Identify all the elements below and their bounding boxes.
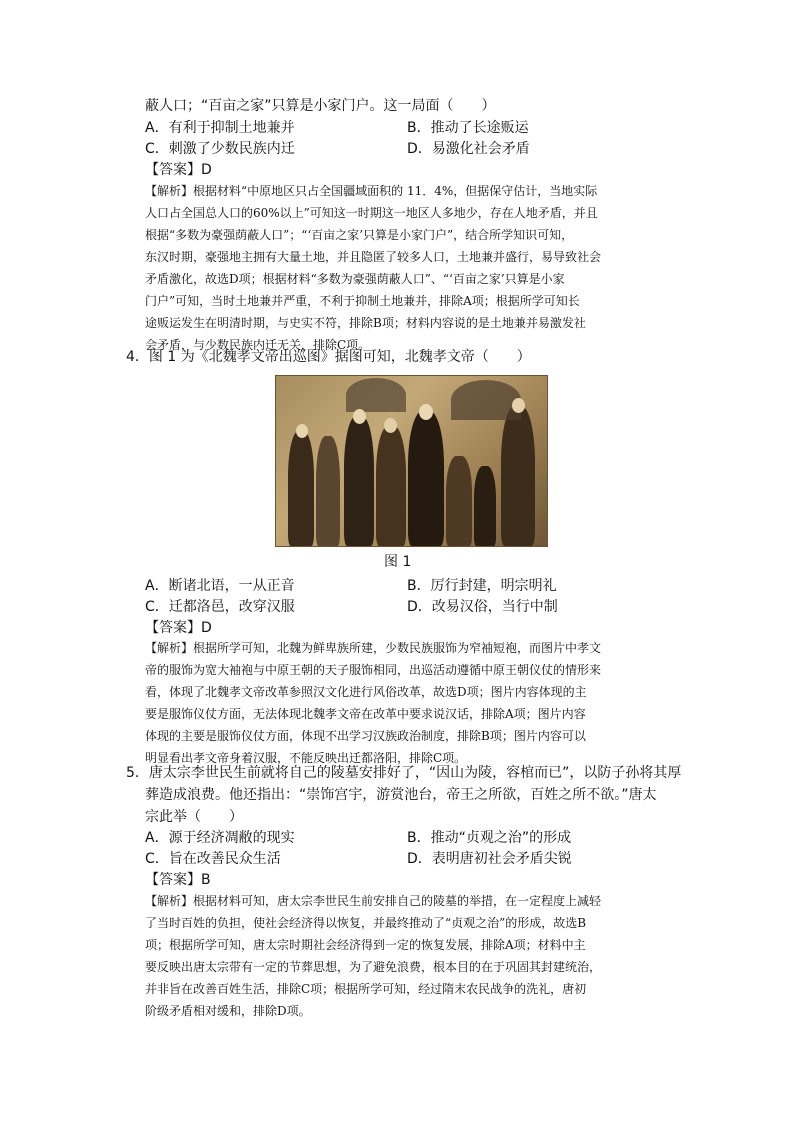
q3-option-b: B．推动了长途贩运: [407, 120, 529, 136]
analysis-line: 了当时百姓的负担，使社会经济得以恢复，并最终推动了“贞观之治”的形成，故选B: [145, 916, 587, 930]
q3-option-d: D．易激化社会矛盾: [407, 141, 530, 157]
q4-answer: 【答案】D: [145, 620, 212, 636]
analysis-line: 项；根据所学可知，唐太宗时期社会经济得到一定的恢复发展，排除A项；材料中主: [145, 938, 586, 952]
analysis-line: 门户”可知，当时土地兼并严重，不利于抑制土地兼并，排除A项；根据所学可知长: [145, 294, 580, 308]
q5-option-d: D．表明唐初社会矛盾尖锐: [407, 851, 572, 867]
q3-stem-tail: 蔽人口；“百亩之家”只算是小家门户。这一局面（ ）: [145, 98, 496, 114]
q4-option-b: B．厉行封建，明宗明礼: [407, 578, 557, 594]
q4-stem: 4．图 1 为《北魏孝文帝出巡图》据图可知，北魏孝文帝（ ）: [126, 349, 531, 365]
analysis-line: 【解析】根据材料“中原地区只占全国疆域面积的 11．4%，但据保守估计，当地实际: [145, 184, 598, 198]
q3-option-a: A．有利于抑制土地兼并: [145, 120, 295, 136]
analysis-line: 东汉时期，豪强地主拥有大量土地，并且隐匿了较多人口，土地兼并盛行，易导致社会: [145, 250, 602, 264]
q3-analysis: [145, 180, 665, 356]
figure-caption: 图 1: [384, 554, 412, 570]
analysis-line: 【解析】根据材料可知，唐太宗李世民生前安排自己的陵墓的举措，在一定程度上减轻: [145, 894, 602, 908]
analysis-line: 根据“多数为豪强荫蔽人口”；“‘百亩之家’只算是小家门户”，结合所学知识可知，: [145, 228, 574, 242]
analysis-line: 途贩运发生在明清时期，与史实不符，排除B项；材料内容说的是土地兼并易激发社: [145, 316, 586, 330]
q5-stem-line: 葬造成浪费。他还指出：“崇饰宫宇，游赏池台，帝王之所欲，百姓之所不欲。”唐太: [145, 787, 657, 803]
q5-stem-line: 宗此举（ ）: [145, 809, 243, 825]
q3-answer: 【答案】D: [145, 162, 212, 178]
q4-option-a: A．断诸北语，一从正音: [145, 578, 295, 594]
q4-option-c: C．迁都洛邑，改穿汉服: [145, 599, 295, 615]
analysis-line: 会矛盾，与少数民族内迁无关，排除C项。: [145, 338, 371, 352]
q4-analysis: [145, 637, 665, 769]
q5-option-c: C．旨在改善民众生活: [145, 851, 281, 867]
q3-option-c: C．刺激了少数民族内迁: [145, 141, 295, 157]
q5-option-b: B．推动“贞观之治”的形成: [407, 830, 572, 846]
q5-stem-line: 5．唐太宗李世民生前就将自己的陵墓安排好了，“因山为陵，容棺而已”，以防子孙将其厚: [126, 765, 682, 781]
q5-answer: 【答案】B: [145, 872, 211, 888]
analysis-line: 并非旨在改善百姓生活，排除C项；根据所学可知，经过隋末农民战争的洗礼，唐初: [145, 982, 587, 996]
analysis-line: 【解析】根据所学可知，北魏为鲜卑族所建，少数民族服饰为窄袖短袍，而图片中孝文: [145, 641, 602, 655]
analysis-line: 体现的主要是服饰仪仗方面，体现不出学习汉族政治制度，排除B项；图片内容可以: [145, 729, 586, 743]
q5-analysis: [145, 890, 665, 1022]
analysis-line: 矛盾激化，故选D项；根据材料“多数为豪强荫蔽人口”、“‘百亩之家’只算是小家: [145, 272, 565, 286]
analysis-line: 人口占全国总人口的60%以上”可知这一时期这一地区人多地少，存在人地矛盾，并且: [145, 206, 598, 220]
analysis-line: 明显看出孝文帝身着汉服，不能反映出迁都洛阳，排除C项。: [145, 751, 467, 765]
q5-option-a: A．源于经济凋敝的现实: [145, 830, 295, 846]
analysis-line: 要反映出唐太宗带有一定的节葬思想，为了避免浪费，根本目的在于巩固其封建统治，: [145, 960, 602, 974]
analysis-line: 帝的服饰为宽大袖袍与中原王朝的天子服饰相同，出巡活动遵循中原王朝仪仗的情形来: [145, 663, 602, 677]
analysis-line: 阶级矛盾相对缓和，排除D项。: [145, 1004, 311, 1018]
q4-option-d: D．改易汉俗，当行中制: [407, 599, 558, 615]
analysis-line: 要是服饰仪仗方面，无法体现北魏孝文帝在改革中要求说汉话，排除A项；图片内容: [145, 707, 586, 721]
procession-painting-image: [275, 375, 548, 547]
analysis-line: 看，体现了北魏孝文帝改革参照汉文化进行风俗改革，故选D项；图片内容体现的主: [145, 685, 587, 699]
